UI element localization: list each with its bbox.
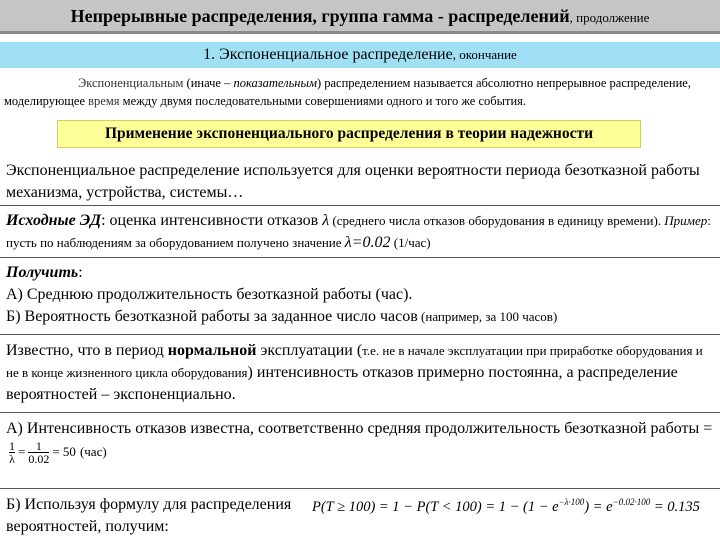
fraction-one-over-value [28,440,49,465]
mean-time-text: А) Интенсивность отказов известна, соответственно средняя продолжительность безотказной работы = [6,420,713,437]
fraction-denominator: λ [9,452,15,466]
definition-term: Экспоненциальным [78,76,184,90]
goal-a: А) Среднюю продолжительность безотказной работы (час). [6,286,413,303]
definition-text1: ) распределением называется абсолютно непрерывное распределение, моделирующее [4,76,691,108]
example-text: : пусть по наблюдениям за оборудованием получено значение [6,213,711,250]
goal-b: Б) Вероятность безотказной работы за заданное число часов [6,308,418,325]
input-data-note: (среднего числа отказов оборудования в единицу времени). [329,213,665,228]
mean-time-unit: (час) [79,444,107,460]
section-title: 1. Экспоненциальное распределение [203,46,453,63]
lambda-value: λ=0.02 [344,234,391,251]
paragraph-probability [6,494,306,538]
probability-text: Б) Используя формулу для распределения вероятностей, получим: [6,496,292,535]
divider [0,334,720,335]
divider [0,257,720,258]
goals-colon: : [78,264,83,281]
formula-exponent-1: −λ·100 [558,497,585,507]
goal-b-note: (например, за 100 часов) [417,309,558,324]
mean-time-result: = 50 [52,444,76,460]
definition-alt-prefix: (иначе – [183,76,234,90]
normal-op-text2: эксплуатации ( [256,342,363,359]
definition-alt-term: показательным [233,76,317,90]
goals-label: Получить [6,264,79,281]
usage-text: Экспоненциальное распределение используется для оценки вероятности периода безотказной работы механизма, устройства, системы… [6,162,700,201]
fraction-denominator: 0.02 [28,452,50,466]
formula-mid: ) = e [584,498,613,515]
paragraph-input-data [6,210,714,254]
definition-text2: между двумя последовательными совершениями одного и того же события. [119,94,527,108]
paragraph-normal-operation [6,340,714,406]
input-data-text: : оценка интенсивности отказов [101,212,323,229]
probability-formula [312,497,700,516]
slide-title [0,0,720,34]
fraction-numerator: 1 [9,439,15,453]
normal-op-text1: Известно, что в период [6,342,168,359]
slide-title-text: Непрерывные распределения, группа гамма - распределений [70,6,570,26]
equals-sign: = [18,444,26,460]
paragraph-goals [6,262,714,328]
lambda-symbol: λ [322,212,330,229]
paragraph-usage [6,160,714,204]
fraction-numerator: 1 [35,439,42,453]
paragraph-mean-time [6,418,714,465]
section-suffix: , окончание [452,47,517,62]
divider [0,205,720,206]
lambda-unit: (1/час) [390,235,431,250]
definition-time-word: время [88,94,120,108]
divider [0,412,720,413]
normal-op-note: т.е. не в начале эксплуатации при приработке оборудования и не в конце жизненного цикла оборудования [6,343,703,380]
example-label: Пример [664,213,708,228]
formula-lhs: P(T ≥ 100) = 1 − P(T < 100) = 1 − (1 − e [312,498,559,515]
divider [0,488,720,489]
section-band [0,42,720,68]
formula-exponent-2: −0.02·100 [612,497,651,507]
input-data-label: Исходные ЭД [6,212,102,229]
definition-paragraph [4,74,716,110]
slide-title-suffix: , продолжение [569,10,650,25]
normal-op-text3: ) интенсивность отказов примерно постоянна, а распределение вероятностей – экспоненциально. [6,364,678,403]
formula-rhs: = 0.135 [650,498,700,515]
fraction-one-over-lambda [9,440,15,465]
reliability-heading-box [57,120,641,148]
normal-op-bold: нормальной [167,342,257,359]
reliability-heading: Применение экспоненциального распределения в теории надежности [104,125,594,142]
